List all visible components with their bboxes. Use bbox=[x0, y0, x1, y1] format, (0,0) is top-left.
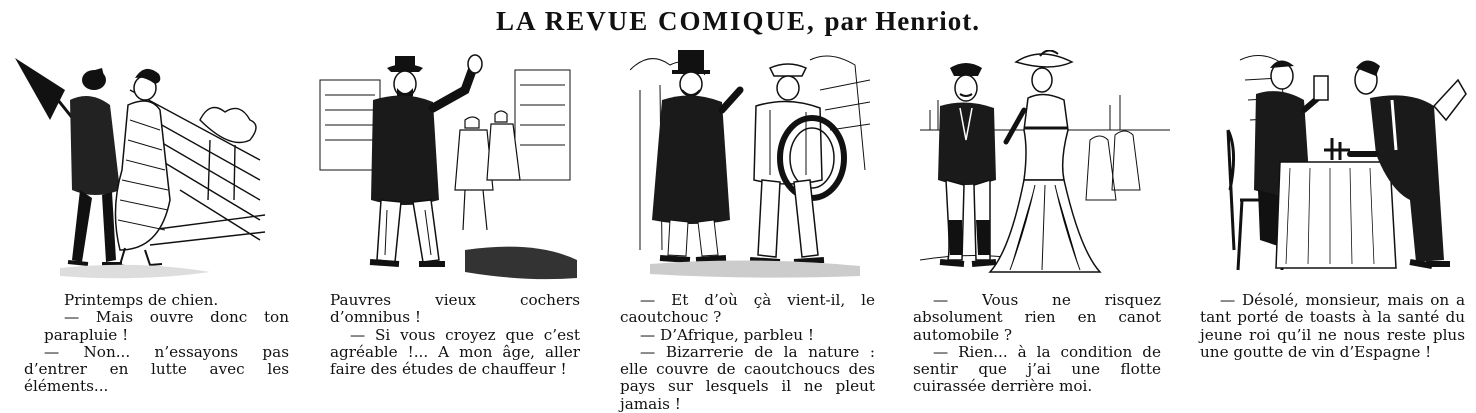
panel-4-illustration bbox=[920, 50, 1170, 282]
coachman-gesturing-drawing bbox=[315, 50, 580, 282]
panel-3-line-1: — Et d’où çà vient-il, le caoutchouc ? bbox=[620, 291, 875, 327]
panel-3-caption bbox=[620, 292, 875, 413]
panel-1-caption bbox=[24, 291, 289, 396]
comic-panel-3 bbox=[590, 44, 885, 413]
panel-5-illustration bbox=[1220, 50, 1470, 282]
title-byline: par Henriot. bbox=[824, 6, 981, 36]
sailor-and-lady-drawing bbox=[920, 50, 1170, 282]
panel-3-line-2: — D’Afrique, parbleu ! bbox=[640, 325, 814, 344]
panel-3-illustration bbox=[630, 50, 870, 282]
comic-panel-4 bbox=[885, 44, 1180, 394]
panel-2-caption bbox=[330, 292, 580, 378]
comic-panel-2 bbox=[295, 44, 590, 394]
panel-2-illustration bbox=[315, 50, 580, 282]
panel-5-line-1: — Désolé, monsieur, mais on a tant porté de toasts à la santé du jeune roi qu’il ne nous reste plus une goutte de vin d’Espagne ! bbox=[1200, 291, 1465, 361]
panel-4-line-1: — Vous ne risquez absolument rien en canot automobile ? bbox=[913, 291, 1161, 344]
panel-1-line-1: Printemps de chien. bbox=[64, 291, 219, 309]
gentleman-and-worker-drawing bbox=[630, 50, 870, 282]
panel-1-line-2: — Mais ouvre donc ton parapluie ! bbox=[44, 308, 289, 344]
waiter-and-diner-drawing bbox=[1220, 50, 1470, 282]
wind-umbrella-couple-drawing bbox=[10, 50, 272, 282]
panel-4-line-2: — Rien... à la condition de sentir que j’ai une flotte cuirassée derrière moi. bbox=[913, 342, 1161, 396]
page-title bbox=[0, 6, 1476, 37]
panel-2-line-2: — Si vous croyez que c’est agréable !... A mon âge, aller faire des études de chauffeur ! bbox=[330, 325, 580, 379]
comic-panel-5 bbox=[1180, 44, 1475, 394]
panel-1-illustration bbox=[10, 50, 272, 282]
panel-4-caption bbox=[913, 292, 1161, 396]
title-text: LA REVUE COMIQUE, bbox=[495, 6, 816, 36]
panel-2-line-1: Pauvres vieux cochers d’omnibus ! bbox=[330, 291, 580, 327]
panel-1-line-3: — Non... n’essayons pas d’entrer en lutte avec les éléments... bbox=[24, 342, 289, 396]
panel-5-caption bbox=[1200, 292, 1465, 361]
comic-panel-1 bbox=[0, 44, 295, 394]
panel-3-line-3: — Bizarrerie de la nature : elle couvre de caoutchoucs des pays sur lesquels il ne pleut jamais ! bbox=[620, 342, 875, 413]
comic-strip bbox=[0, 44, 1476, 413]
